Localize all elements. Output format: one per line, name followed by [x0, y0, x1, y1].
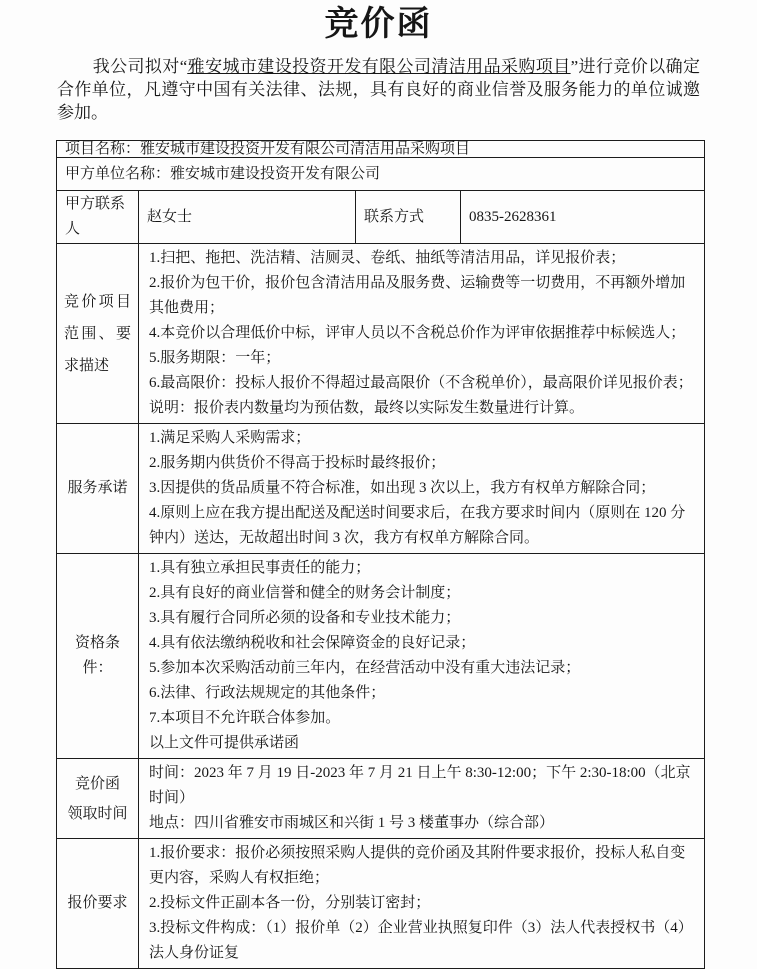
scope-label: 竞价项目范围、要求描述	[57, 244, 139, 424]
service-item: 3.因提供的货品质量不符合标准，如出现 3 次以上，我方有权单方解除合同；	[149, 480, 656, 496]
qualification-item: 5.参加本次采购活动前三年内，在经营活动中没有重大违法记录；	[149, 660, 581, 676]
quotation-item: 3.投标文件构成：（1）报价单（2）企业营业执照复印件（3）法人代表授权书（4）法人身份证复	[149, 920, 693, 961]
service-content	[139, 424, 705, 554]
contact-name-cell: 赵女士	[139, 191, 356, 244]
document-page	[0, 3, 757, 961]
collection-label-line1: 竞价函	[74, 775, 120, 792]
party-a-row	[57, 158, 705, 191]
project-name-value: 雅安城市建设投资开发有限公司清洁用品采购项目	[140, 140, 471, 157]
intro-prefix: 我公司拟对“	[92, 57, 188, 76]
scope-item: 4.本竞价以合理低价中标，评审人员以不含税总价作为评审依据推荐中标候选人；	[149, 325, 686, 341]
qualification-item: 以上文件可提供承诺函	[149, 735, 300, 751]
scope-item: 6.最高限价：投标人报价不得超过最高限价（不含税单价），最高限价详见报价表；	[149, 375, 693, 391]
service-item: 1.满足采购人采购需求；	[149, 430, 311, 446]
service-row	[57, 424, 705, 554]
party-a-value: 雅安城市建设投资开发有限公司	[170, 165, 381, 182]
party-a-cell	[57, 158, 705, 191]
document-title: 竞价函	[324, 6, 433, 43]
qualification-content	[139, 554, 705, 759]
service-item: 4.原则上应在我方提出配送及配送时间要求后，在我方要求时间内（原则在 120 分钟内）送达，无故超出时间 3 次，我方有权单方解除合同。	[149, 505, 686, 546]
project-name-label: 项目名称：	[65, 140, 141, 157]
contact-method-label-cell: 联系方式	[356, 191, 461, 244]
project-name-row	[57, 141, 705, 158]
service-label: 服务承诺	[57, 424, 139, 554]
collection-label-line2: 领取时间	[67, 805, 128, 822]
qualification-item: 7.本项目不允许联合体参加。	[149, 710, 341, 726]
contact-row	[57, 191, 705, 244]
scope-item: 5.服务期限：一年；	[149, 350, 281, 366]
intro-suffix: ”进行竞价以确定合作单位，凡遵守中国有关法律、法规，具有良好的商业信誉及服务能力的单位诚邀参加。	[57, 57, 700, 122]
qualification-item: 4.具有依法缴纳税收和社会保障资金的良好记录；	[149, 635, 476, 651]
scope-item: 说明：报价表内数量均为预估数，最终以实际发生数量进行计算。	[149, 400, 585, 416]
scope-item: 1.扫把、拖把、洗洁精、洁厕灵、卷纸、抽纸等清洁用品，详见报价表；	[149, 250, 626, 266]
collection-label	[57, 759, 139, 839]
collection-time: 时间：2023 年 7 月 19 日-2023 年 7 月 21 日上午 8:30-12:00；下午 2:30-18:00（北京时间）	[149, 765, 691, 806]
quotation-content	[139, 839, 705, 969]
collection-place: 地点：四川省雅安市雨城区和兴街 1 号 3 楼董事办（综合部）	[149, 815, 555, 831]
scope-item: 2.报价为包干价，报价包含清洁用品及服务费、运输费等一切费用，不再额外增加其他费用；	[149, 275, 686, 316]
contact-phone-cell: 0835-2628361	[461, 191, 705, 244]
collection-content	[139, 759, 705, 839]
scope-row	[57, 244, 705, 424]
quotation-item: 2.投标文件正副本各一份，分别装订密封；	[149, 895, 431, 911]
quotation-label: 报价要求	[57, 839, 139, 969]
qualification-item: 1.具有独立承担民事责任的能力；	[149, 560, 371, 576]
service-item: 2.服务期内供货价不得高于投标时最终报价；	[149, 455, 446, 471]
project-name-cell	[57, 141, 705, 158]
intro-paragraph	[57, 55, 700, 124]
quotation-row	[57, 839, 705, 969]
collection-row	[57, 759, 705, 839]
scope-content	[139, 244, 705, 424]
qualification-item: 3.具有履行合同所必须的设备和专业技术能力；	[149, 610, 461, 626]
party-a-label: 甲方单位名称：	[65, 165, 171, 182]
qualification-item: 6.法律、行政法规规定的其他条件；	[149, 685, 386, 701]
qualification-row	[57, 554, 705, 759]
project-name-underlined: 雅安城市建设投资开发有限公司清洁用品采购项目	[187, 57, 571, 76]
bidding-table	[56, 140, 705, 969]
contact-label-cell: 甲方联系人	[57, 191, 139, 244]
quotation-item: 1.报价要求：报价必须按照采购人提供的竞价函及其附件要求报价，投标人私自变更内容，采购人有权拒绝；	[149, 845, 686, 886]
qualification-item: 2.具有良好的商业信誉和健全的财务会计制度；	[149, 585, 461, 601]
qualification-label: 资格条件：	[57, 554, 139, 759]
